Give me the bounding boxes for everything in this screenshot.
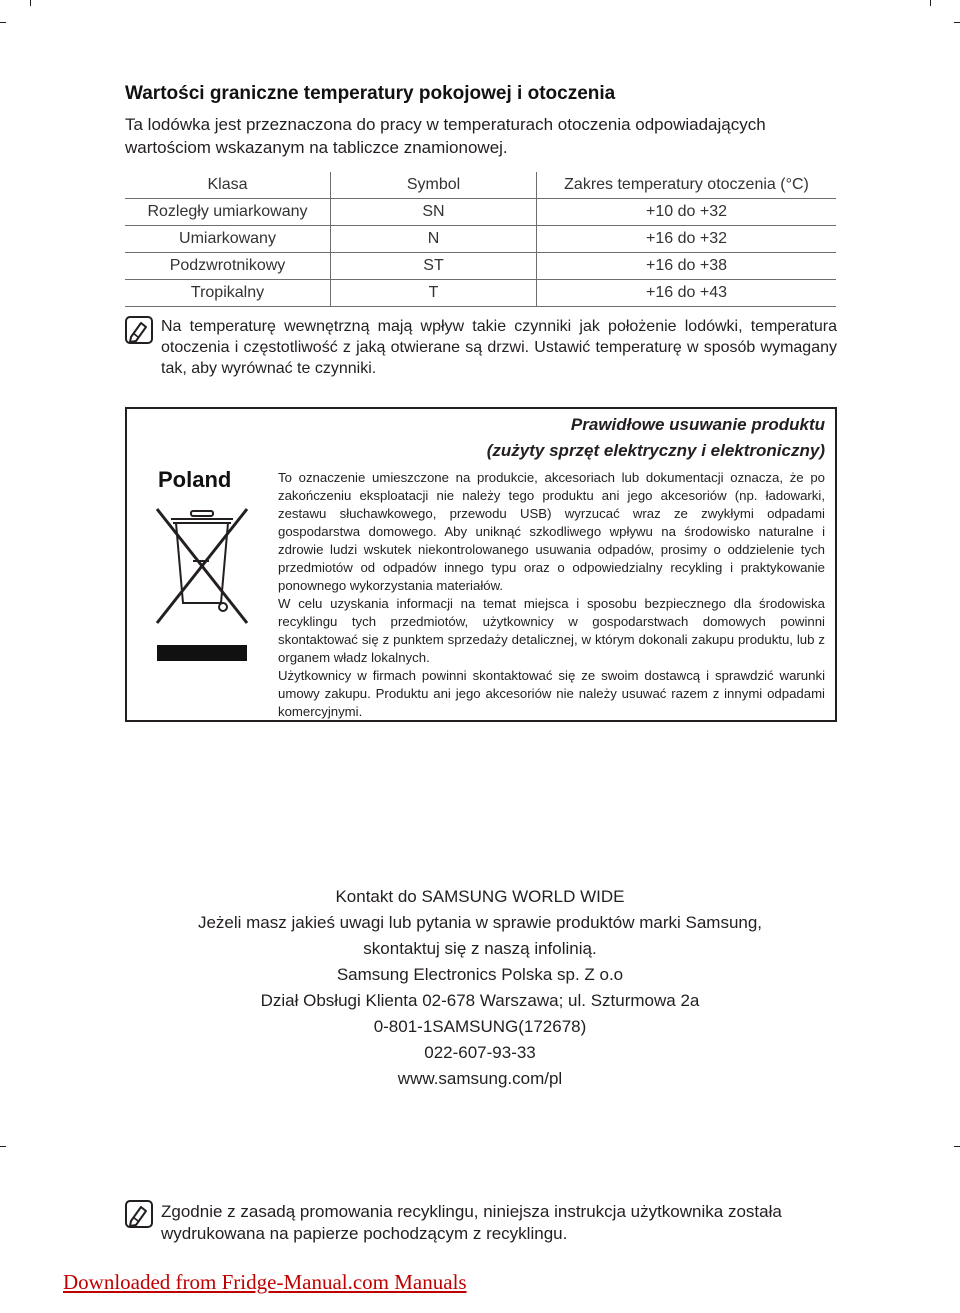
contact-heading: Kontakt do SAMSUNG WORLD WIDE — [335, 887, 625, 906]
table-cell: +16 do +43 — [537, 280, 837, 307]
contact-address: Dział Obsługi Klienta 02-678 Warszawa; ul. Szturmowa 2a — [260, 991, 700, 1010]
table-header: Zakres temperatury otoczenia (°C) — [537, 172, 837, 199]
download-source-link[interactable]: Downloaded from Fridge-Manual.com Manuals — [63, 1270, 467, 1294]
table-cell: +10 do +32 — [537, 199, 837, 226]
section-title: Wartości graniczne temperatury pokojowej i otoczenia — [125, 83, 616, 104]
contact-line: skontaktuj się z naszą infolinią. — [363, 939, 597, 958]
table-cell: Umiarkowany — [125, 226, 331, 253]
table-row — [125, 199, 836, 226]
contact-company: Samsung Electronics Polska sp. Z o.o — [336, 965, 624, 984]
table-cell: +16 do +38 — [537, 253, 837, 280]
weee-title: Prawidłowe usuwanie produktu — [570, 415, 825, 434]
note-icon — [125, 1200, 153, 1228]
table-cell: T — [331, 280, 537, 307]
crossed-out-bin-icon — [151, 505, 253, 629]
crop-mark — [930, 0, 931, 6]
table-cell: +16 do +32 — [537, 226, 837, 253]
intro-text: Ta lodówka jest przeznaczona do pracy w temperaturach otoczenia odpowiadających wartościom wskazanym na tabliczce znamionowej. — [125, 115, 766, 157]
crop-mark — [954, 1146, 960, 1147]
table-cell: Tropikalny — [125, 280, 331, 307]
table-header: Klasa — [125, 172, 331, 199]
table-cell: ST — [331, 253, 537, 280]
note-text: Na temperaturę wewnętrzną mają wpływ takie czynniki jak położenie lodówki, temperatura otoczenia i częstotliwość z jaką otwierane są drzwi. Ustawić temperaturę w sposób wymagany tak, aby wyrównać te czynniki. — [161, 318, 837, 377]
weee-subtitle: (zużyty sprzęt elektryczny i elektroniczny) — [486, 441, 825, 460]
table-cell: N — [331, 226, 537, 253]
weee-paragraph: W celu uzyskania informacji na temat miejsca i sposobu bezpiecznego dla środowiska recyklingu tych przedmiotów, użytkownicy w gospodarstwach domowych powinni skontaktować się z punktem sprzedaży detalicznej, w którym dokonali zakupu produktu, lub z organem władz lokalnych. — [278, 596, 825, 665]
crop-mark — [30, 0, 31, 6]
contact-phone: 022-607-93-33 — [424, 1043, 536, 1062]
contact-line: Jeżeli masz jakieś uwagi lub pytania w sprawie produktów marki Samsung, — [197, 913, 763, 932]
contact-block — [0, 884, 960, 1092]
country-label: Poland — [158, 467, 232, 492]
weee-body — [278, 469, 825, 721]
table-header: Symbol — [331, 172, 537, 199]
crop-mark — [0, 22, 6, 23]
table-row — [125, 253, 836, 280]
note-icon — [125, 316, 153, 344]
contact-website: www.samsung.com/pl — [397, 1069, 563, 1088]
table-cell: Podzwrotnikowy — [125, 253, 331, 280]
table-row — [125, 280, 836, 307]
table-cell: Rozległy umiarkowany — [125, 199, 331, 226]
table-row — [125, 226, 836, 253]
temperature-class-table — [125, 172, 836, 307]
crop-mark — [954, 22, 960, 23]
weee-disposal-box — [125, 407, 837, 722]
contact-phone: 0-801-1SAMSUNG(172678) — [373, 1017, 587, 1036]
crop-mark — [0, 1146, 6, 1147]
bin-underline-bar — [157, 645, 247, 661]
table-cell: SN — [331, 199, 537, 226]
table-header-row — [125, 172, 836, 199]
recycling-note-text: Zgodnie z zasadą promowania recyklingu, niniejsza instrukcja użytkownika została wydrukowana na papierze pochodzącym z recyklingu. — [161, 1202, 782, 1243]
weee-paragraph: To oznaczenie umieszczone na produkcie, akcesoriach lub dokumentacji oznacza, że po zakończeniu eksploatacji nie należy tego produktu ani jego akcesoriów (np. ładowarki, zestawu słuchawkowego, przewodu USB) wyrzucać wraz ze zwykłymi odpadami gospodarstwa domowego. Aby uniknąć szkodliwego wpływu na środowisko naturalne i zdrowie ludzi wskutek niekontrolowanego usuwania odpadów, prosimy o oddzielenie tych przedmiotów od odpadów innego typu oraz o odpowiedzialny recykling i praktykowanie ponownego wykorzystania materiałów. — [278, 470, 825, 593]
weee-paragraph: Użytkownicy w firmach powinni skontaktować się ze swoim dostawcą i sprawdzić warunki umowy zakupu. Produktu ani jego akcesoriów nie należy usuwać razem z innymi odpadami komercyjnymi. — [278, 668, 825, 719]
